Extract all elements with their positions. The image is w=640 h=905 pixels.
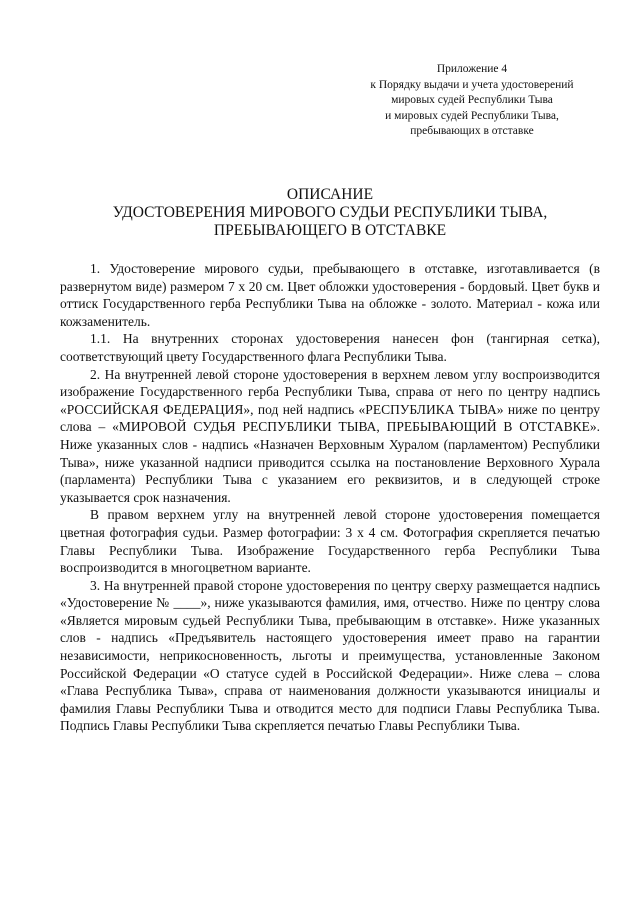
title-line: ОПИСАНИЕ — [286, 186, 374, 203]
document-body — [60, 260, 600, 735]
appendix-line: пребывающих в отставке — [410, 125, 534, 138]
paragraph-1: 1. Удостоверение мирового судьи, пребывающего в отставке, изготавливается (в развернутом виде) размером 7 х 20 см. Цвет обложки удостоверения - бордовый. Цвет букв и оттиск Государственного герба Республики Тыва на обложке - золото. Материал - кожа или кожзаменитель. — [60, 261, 600, 329]
appendix-line: мировых судей Республики Тыва — [391, 94, 553, 107]
appendix-line: к Порядку выдачи и учета удостоверений — [370, 78, 574, 91]
title-line: УДОСТОВЕРЕНИЯ МИРОВОГО СУДЬИ РЕСПУБЛИКИ ТЫВА, — [112, 204, 548, 221]
paragraph-2-photo: В правом верхнем углу на внутренней левой стороне удостоверения помещается цветная фотография судьи. Размер фотографии: 3 х 4 см. Фотография скрепляется печатью Главы Республики Тыва. Изображение Государственного герба Республики Тыва воспроизводится в многоцветном варианте. — [60, 507, 600, 576]
appendix-line: и мировых судей Республики Тыва, — [385, 109, 559, 122]
appendix-header — [352, 62, 592, 140]
paragraph-3: 3. На внутренней правой стороне удостоверения по центру сверху размещается надпись «Удостоверение № ____», ниже указываются фамилия, имя, отчество. Ниже по центру слова «Является мировым судьей Республики Тыва, пребывающим в отставке». Ниже указанных слов - надпись «Предъявитель настоящего удостоверения имеет право на гарантии независимости, неприкосновенность, льготы и преимущества, установленные Законом Российской Федерации «О статусе судей в Российской Федерации». Ниже слева – слова «Глава Республика Тыва», справа от наименования должности указываются инициалы и фамилия Главы Республики Тыва и отводится место для подписи Главы Республика Тыва. Подпись Главы Республики Тыва скрепляется печатью Главы Республики Тыва. — [60, 577, 600, 734]
appendix-line: Приложение 4 — [436, 63, 508, 75]
document-title — [60, 186, 600, 240]
title-line: ПРЕБЫВАЮЩЕГО В ОТСТАВКЕ — [213, 222, 447, 239]
paragraph-2: 2. На внутренней левой стороне удостоверения в верхнем левом углу воспроизводится изображение Государственного герба Республики Тыва, справа от него по центру надпись «РОССИЙСКАЯ ФЕДЕРАЦИЯ», под ней надпись «РЕСПУБЛИКА ТЫВА» ниже по центру слова – «МИРОВОЙ СУДЬЯ РЕСПУБЛИКИ ТЫВА, ПРЕБЫВАЮЩИЙ В ОТСТАВКЕ». Ниже указанных слов - надпись «Назначен Верховным Хуралом (парламентом) Республики Тыва», ниже указанной надписи приводится ссылка на постановление Верховного Хурала (парламента) Республики Тыва с указанием его реквизитов, и в следующей строке указывается срок назначения. — [60, 366, 600, 505]
paragraph-1-1: 1.1. На внутренних сторонах удостоверения нанесен фон (тангирная сетка), соответствующий цвету Государственного флага Республики Тыва. — [60, 331, 600, 364]
